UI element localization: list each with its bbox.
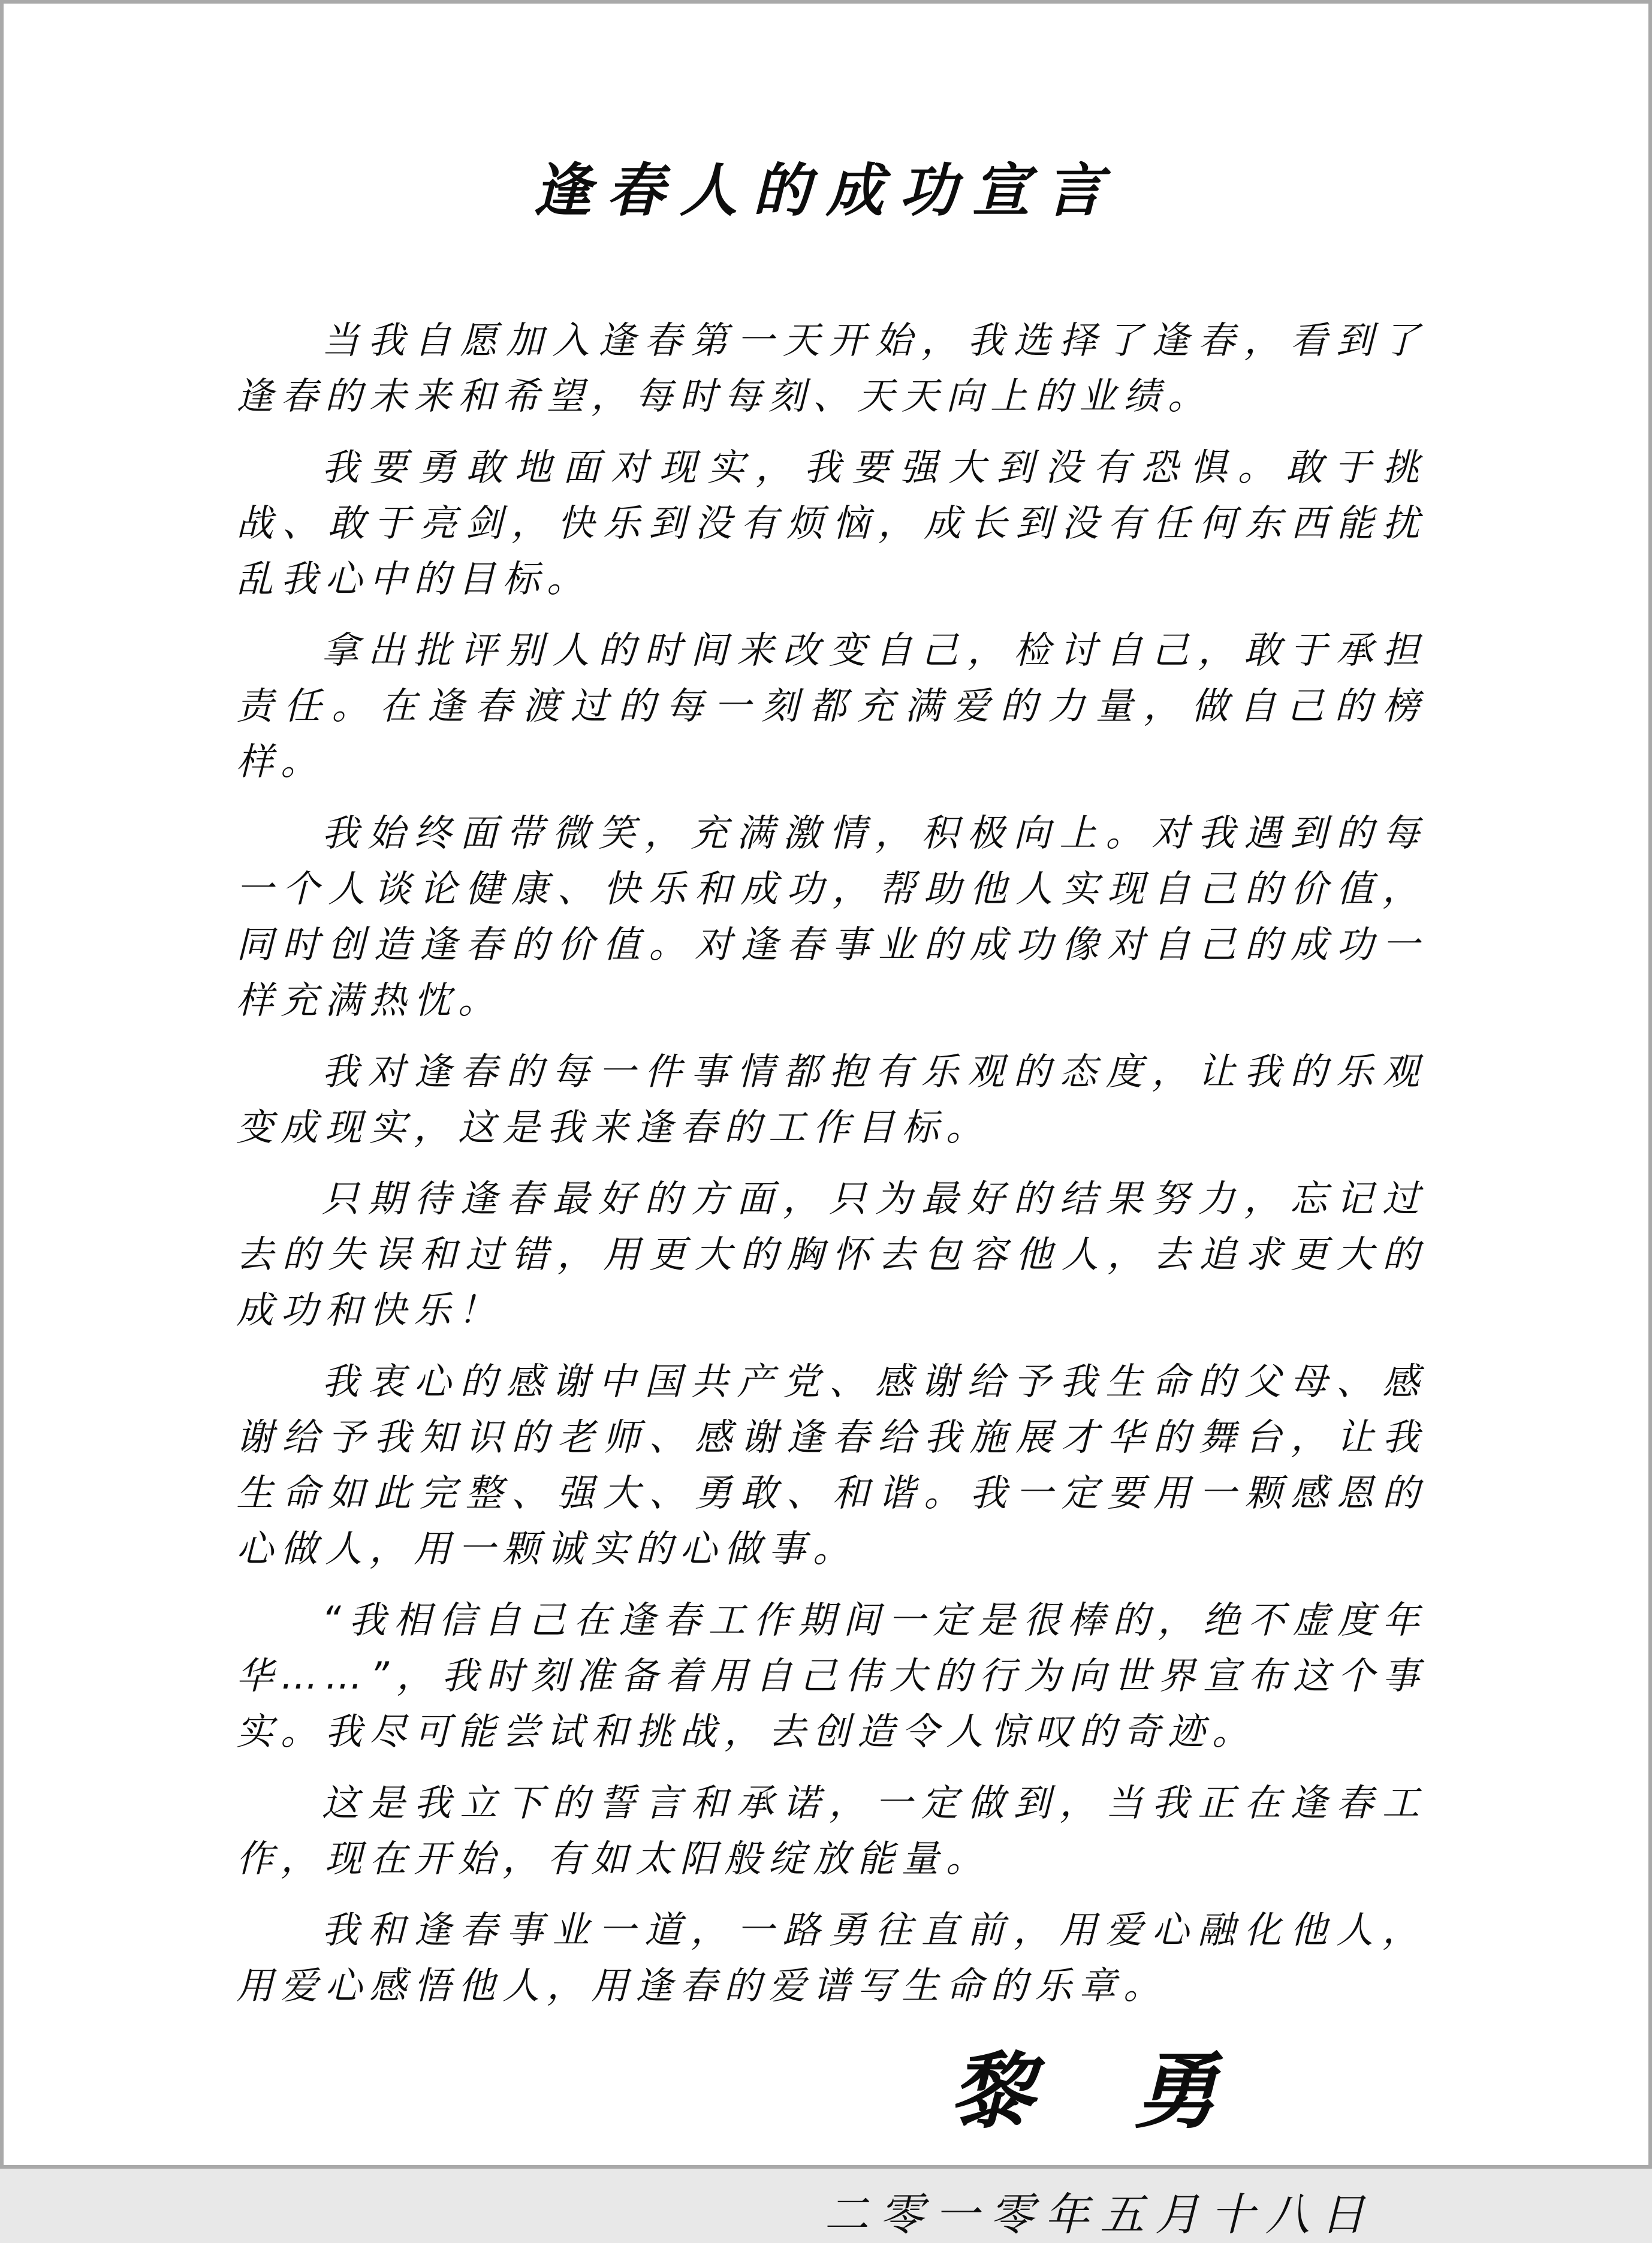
declaration-paragraphs [236, 312, 1427, 2013]
document-title: 逢春人的成功宣言 [533, 157, 1119, 224]
date-line: 二零一零年五月十八日 [824, 2188, 1376, 2241]
paragraph: 我和逢春事业一道，一路勇往直前，用爱心融化他人，用爱心感悟他人，用逢春的爱谱写生命的乐章。 [236, 1908, 1427, 2008]
signature: 黎 勇 [950, 2043, 1253, 2141]
paragraph: “我相信自己在逢春工作期间一定是很棒的，绝不虚度年华……”，我时刻准备着用自己伟大的行为向世界宣布这个事实。我尽可能尝试和挑战，去创造令人惊叹的奇迹。 [236, 1598, 1427, 1754]
paragraph: 只期待逢春最好的方面，只为最好的结果努力，忘记过去的失误和过错，用更大的胸怀去包容他人，去追求更大的成功和快乐！ [236, 1177, 1427, 1332]
paragraph: 我衷心的感谢中国共产党、感谢给予我生命的父母、感谢给予我知识的老师、感谢逢春给我施展才华的舞台，让我生命如此完整、强大、勇敢、和谐。我一定要用一颗感恩的心做人，用一颗诚实的心做事。 [236, 1359, 1427, 1571]
paragraph: 我要勇敢地面对现实，我要强大到没有恐惧。敢于挑战、敢于亮剑，快乐到没有烦恼，成长到没有任何东西能扰乱我心中的目标。 [236, 445, 1427, 601]
paragraph: 拿出批评别人的时间来改变自己，检讨自己，敢于承担责任。在逢春渡过的每一刻都充满爱的力量，做自己的榜样。 [236, 628, 1427, 784]
paragraph: 我对逢春的每一件事情都抱有乐观的态度，让我的乐观变成现实，这是我来逢春的工作目标。 [236, 1050, 1427, 1150]
paragraph: 我始终面带微笑，充满激情，积极向上。对我遇到的每一个人谈论健康、快乐和成功，帮助他人实现自己的价值，同时创造逢春的价值。对逢春事业的成功像对自己的成功一样充满热忱。 [236, 811, 1427, 1023]
paragraph: 这是我立下的誓言和承诺，一定做到，当我正在逢春工作，现在开始，有如太阳般绽放能量。 [236, 1781, 1427, 1881]
paragraph: 当我自愿加入逢春第一天开始，我选择了逢春，看到了逢春的未来和希望，每时每刻、天天向上的业绩。 [236, 318, 1427, 418]
